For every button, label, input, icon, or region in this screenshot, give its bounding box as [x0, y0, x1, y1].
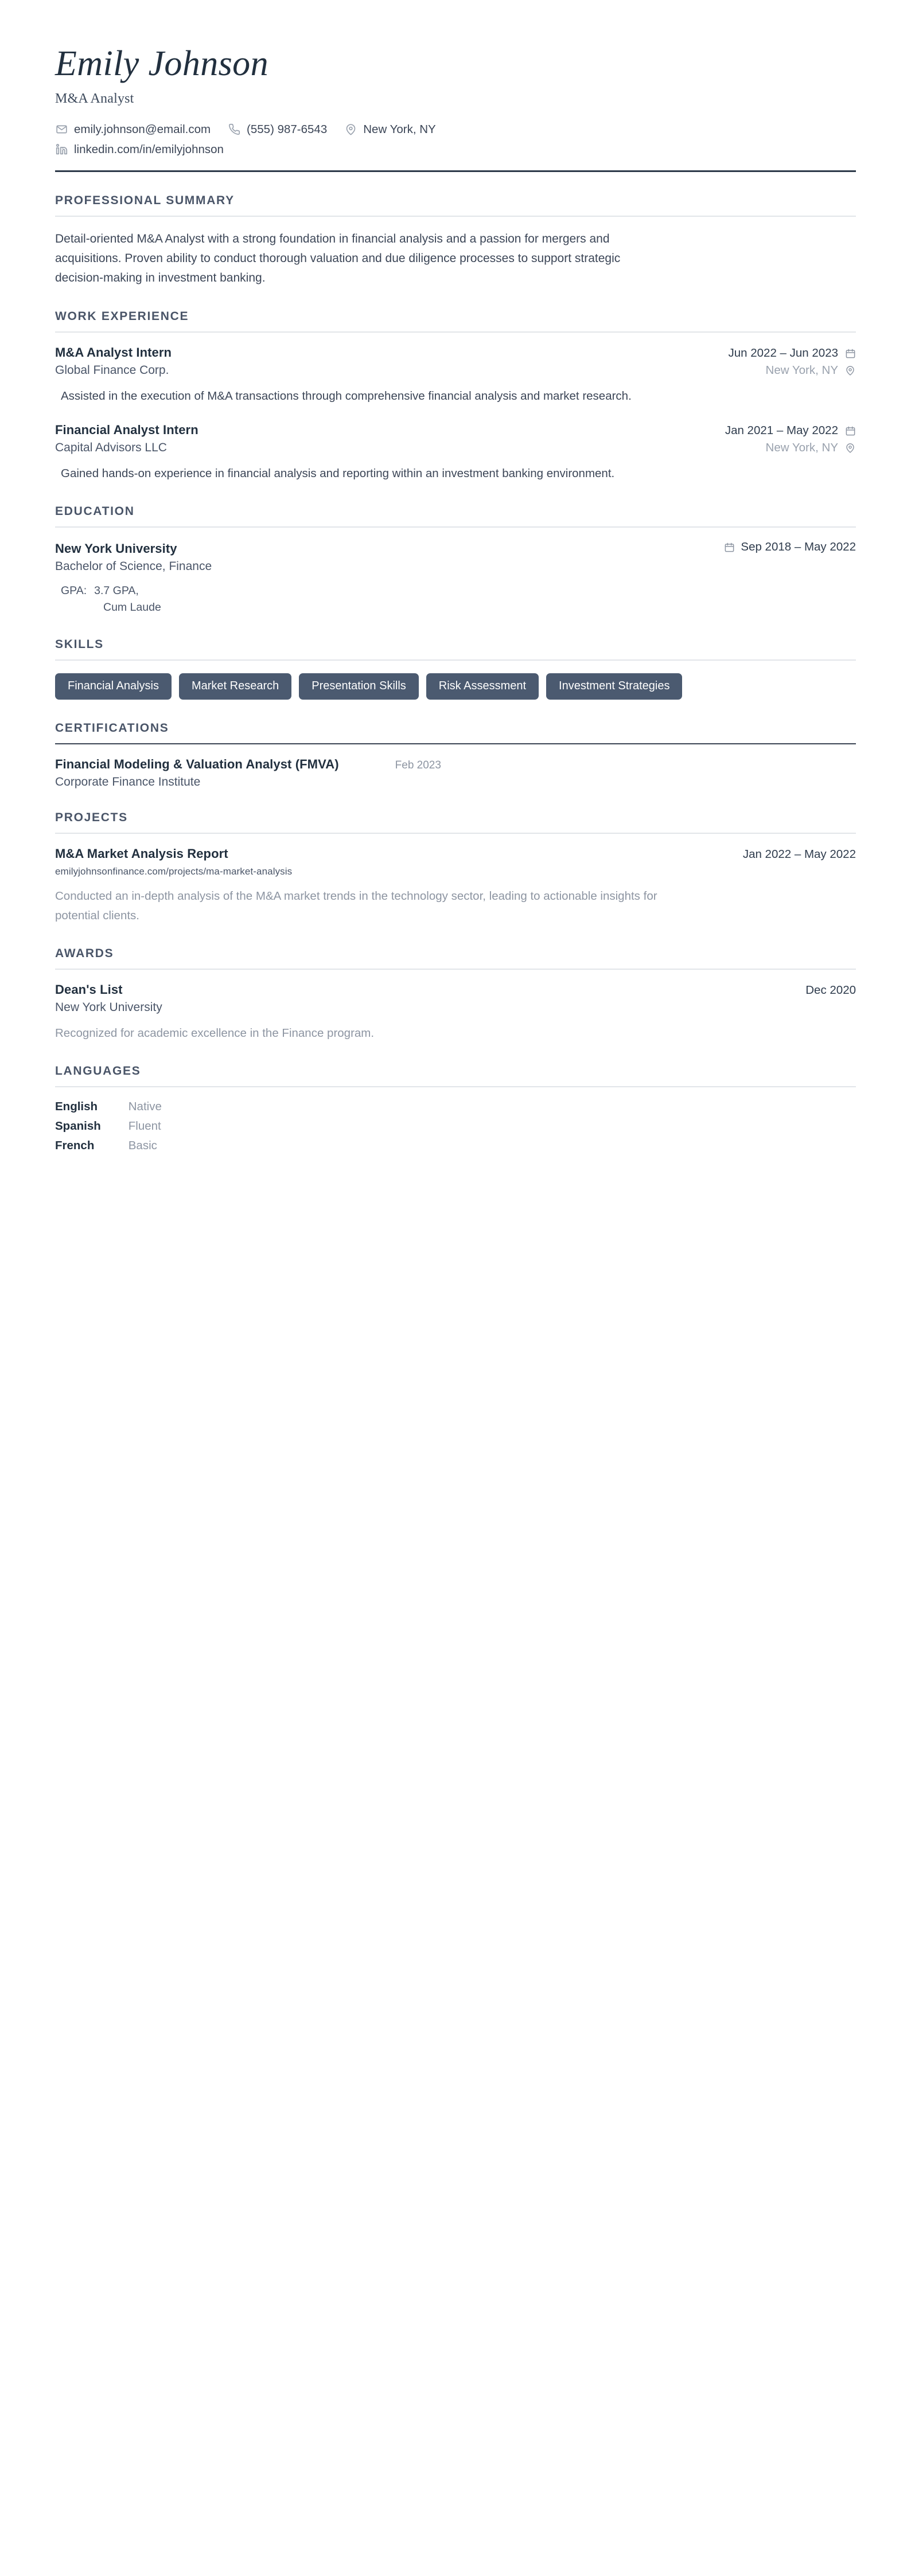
- education-degree: Bachelor of Science, Finance: [55, 559, 212, 573]
- job-title-subtitle: M&A Analyst: [55, 91, 134, 106]
- language-level: Basic: [128, 1139, 157, 1153]
- skill-pill[interactable]: Investment Strategies: [546, 673, 682, 700]
- section-heading-skills: SKILLS: [55, 638, 104, 651]
- education-gpa-value: 3.7 GPA,: [94, 584, 139, 597]
- project-dates: [743, 848, 856, 861]
- contact-location-text: New York, NY: [363, 122, 436, 136]
- resume-header: [55, 45, 856, 172]
- certification-issuer: Corporate Finance Institute: [55, 775, 201, 789]
- contact-row-secondary: [55, 143, 856, 157]
- experience-dates-text: Jan 2021 – May 2022: [725, 424, 838, 438]
- experience-entry-header: [55, 423, 856, 438]
- project-url[interactable]: emilyjohnsonfinance.com/projects/ma-market-analysis: [55, 866, 293, 877]
- contact-location: [344, 123, 435, 136]
- experience-description: Assisted in the execution of M&A transactions through comprehensive financial analysis and market research.: [61, 389, 632, 403]
- contact-linkedin[interactable]: [55, 143, 224, 157]
- section-skills: [55, 638, 856, 700]
- section-projects: [55, 811, 856, 924]
- experience-description: Gained hands-on experience in financial analysis and reporting within an investment banking environment.: [61, 467, 615, 481]
- language-row: [55, 1119, 162, 1139]
- award-description: Recognized for academic excellence in the Finance program.: [55, 1026, 375, 1040]
- contact-phone[interactable]: [228, 123, 327, 136]
- education-dates: [723, 540, 856, 554]
- section-heading-summary: PROFESSIONAL SUMMARY: [55, 193, 235, 207]
- award-entry: [55, 982, 856, 1043]
- contact-email-text: emily.johnson@email.com: [74, 122, 211, 136]
- certification-entry: [55, 757, 856, 789]
- certification-name: Financial Modeling & Valuation Analyst (FMVA): [55, 757, 339, 772]
- certification-entry-header: [55, 757, 856, 772]
- education-school: New York University: [55, 541, 177, 556]
- contact-row-primary: [55, 123, 856, 136]
- contact-info: [55, 123, 856, 157]
- header-divider: [55, 170, 856, 172]
- language-row: [55, 1139, 162, 1158]
- section-heading-certifications: CERTIFICATIONS: [55, 721, 169, 735]
- experience-role: Financial Analyst Intern: [55, 423, 198, 438]
- section-heading-experience: WORK EXPERIENCE: [55, 310, 189, 323]
- experience-location: [766, 364, 856, 377]
- experience-dates: [725, 424, 856, 438]
- experience-role: M&A Analyst Intern: [55, 345, 172, 360]
- education-entry: [55, 540, 856, 616]
- project-entry: [55, 846, 856, 924]
- location-icon: [344, 123, 357, 136]
- education-dates-text: Sep 2018 – May 2022: [741, 540, 856, 554]
- experience-company: Global Finance Corp.: [55, 364, 169, 377]
- experience-entry-header: [55, 345, 856, 360]
- languages-list: [55, 1100, 162, 1158]
- calendar-icon: [844, 348, 856, 359]
- skills-list: [55, 673, 856, 700]
- certification-date: Feb 2023: [395, 759, 441, 772]
- education-gpa-label: GPA:: [61, 584, 87, 597]
- experience-dates-text: Jun 2022 – Jun 2023: [728, 346, 838, 360]
- calendar-icon: [844, 425, 856, 436]
- email-icon: [55, 123, 68, 136]
- section-professional-summary: [55, 194, 856, 288]
- phone-icon: [228, 123, 240, 136]
- award-date-text: Dec 2020: [805, 983, 856, 997]
- language-row: [55, 1100, 162, 1119]
- language-name: French: [55, 1139, 95, 1153]
- experience-entry-subheader: [55, 360, 856, 377]
- section-heading-education: EDUCATION: [55, 505, 135, 518]
- award-entry-header: [55, 982, 856, 997]
- linkedin-icon: [55, 143, 68, 156]
- language-name: English: [55, 1100, 98, 1114]
- section-certifications: [55, 721, 856, 789]
- contact-linkedin-text: linkedin.com/in/emilyjohnson: [74, 142, 224, 156]
- skill-pill[interactable]: Risk Assessment: [426, 673, 539, 700]
- award-name: Dean's List: [55, 982, 123, 997]
- contact-phone-text: (555) 987-6543: [247, 122, 328, 136]
- experience-location-text: New York, NY: [765, 441, 838, 455]
- skill-pill[interactable]: Market Research: [179, 673, 291, 700]
- project-entry-header: [55, 846, 856, 861]
- section-languages: [55, 1064, 856, 1158]
- award-issuer: New York University: [55, 1000, 162, 1014]
- language-level: Fluent: [128, 1119, 161, 1133]
- skill-pill[interactable]: Presentation Skills: [299, 673, 419, 700]
- section-education: [55, 505, 856, 616]
- project-description: Conducted an in-depth analysis of the M&A market trends in the technology sector, leading to actionable insights for potential clients.: [55, 889, 657, 922]
- calendar-icon: [723, 541, 735, 553]
- project-dates-text: Jan 2022 – May 2022: [742, 848, 856, 861]
- location-icon: [844, 365, 856, 376]
- language-name: Spanish: [55, 1119, 101, 1133]
- contact-email[interactable]: [55, 123, 211, 136]
- page-title: Emily Johnson: [55, 44, 268, 83]
- experience-entry: [55, 423, 856, 483]
- experience-location-text: New York, NY: [765, 364, 838, 377]
- education-entry-header: [55, 540, 856, 556]
- experience-location: [766, 441, 856, 455]
- section-heading-projects: PROJECTS: [55, 811, 128, 825]
- experience-entry: [55, 345, 856, 405]
- education-honors: Cum Laude: [103, 601, 161, 614]
- language-level: Native: [128, 1100, 162, 1114]
- project-name: M&A Market Analysis Report: [55, 846, 228, 861]
- skill-pill[interactable]: Financial Analysis: [55, 673, 172, 700]
- award-date: [805, 983, 856, 997]
- section-awards: [55, 947, 856, 1043]
- summary-text: Detail-oriented M&A Analyst with a strong foundation in financial analysis and a passion for mergers and acquisitions. Proven ability to conduct thorough valuation and due diligence processes to support strategic decision-making in investment banking.: [55, 232, 621, 284]
- section-heading-awards: AWARDS: [55, 946, 114, 960]
- education-gpa: [55, 583, 856, 616]
- experience-dates: [729, 346, 857, 360]
- section-work-experience: [55, 310, 856, 483]
- experience-entry-subheader: [55, 438, 856, 455]
- experience-company: Capital Advisors LLC: [55, 441, 167, 455]
- section-heading-languages: LANGUAGES: [55, 1064, 141, 1078]
- location-icon: [844, 442, 856, 454]
